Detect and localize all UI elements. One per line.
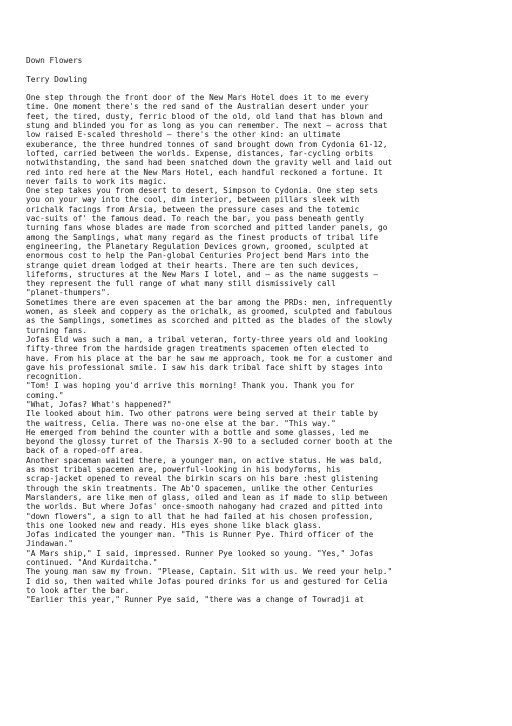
paragraph-5: "Tom! I was hoping you'd arrive this morning! Thank you. Thank you for coming."	[26, 381, 355, 400]
paragraph-2: One step takes you from desert to desert, Simpson to Cydonia. One step sets you on your way into the cool, dim interior, between pillars sleek with orichalk facings from Arsia, between the pressure cases and the totemic vac-suits of' the famous dead. To reach the bar, you pass beneath gently turning fans whose blades are made from scorched and pitted lander panels, go among the Samplings, what many regard as the finest products of tribal life engineering, the Planetary Regulation Devices grown, groomed, sculpted at enormous cost to help the Pan-global Centuries Project bend Mars into the strange quiet dream lodged at their hearts. There are ten such devices, lifeforms, structures at the New Mars I lotel, and — as the name suggests — they represent the full range of what many still dismissively call "planet-thumpers".	[26, 186, 388, 298]
paragraph-12: The young man saw my frown. "Please, Captain. Sit with us. We reed your help." I did so, then waited while Jofas poured drinks for us and gestured for Celia to look after the bar.	[26, 567, 393, 595]
document-title: Down Flowers	[26, 56, 83, 65]
paragraph-4: Jofas Eld was such a man, a tribal veteran, forty-three years old and looking fifty-three from the hardside gragen treatments spacemen often elected to have. From his place at the bar he saw me approach, took me for a customer and gave his professional smile. I saw his dark tribal face shift by stages into recognition.	[26, 334, 393, 382]
paragraph-13: "Earlier this year," Runner Pye said, "there was a change of Towradji at	[26, 595, 364, 605]
paragraph-10: Jofas indicated the younger man. "This is Runner Pye. Third officer of the Jindawan."	[26, 530, 374, 549]
paragraph-3: Sometimes there are even spacemen at the bar among the PRDs: men, infrequently women, as sleek and coppery as the orichalk, as groomed, sculpted and fabulous as the Samplings, sometimes as scorched and pitted as the blades of the slowly turning fans.	[26, 297, 393, 335]
paragraph-7: Ile looked about him. Two other patrons were being served at their table by the waitress, Celia. There was no-one else at the bar. "This way."	[26, 409, 379, 428]
paragraph-8: He emerged from behind the counter with a bottle and some glasses, led me beyond the glossy turret of the Tharsis X-90 to a secluded corner booth at the back of a roped-off area.	[26, 427, 393, 456]
paragraph-1: One step through the front door of the New Mars Hotel does it to me every time. One moment there's the red sand of the Australian desert under your feet, the tired, dusty, ferric blood of the old, old land that has blown and stung and blinded you for as long as you can remember. The next — across that low raised E-scaled threshold — there's the other kind: an ultimate exuberance, the three hundred tonnes of sand brought down from Cydonia 61-12, lofted, carried between the worlds. Expense, distances, far-cycling orbits notwithstanding, the sand had been snatched down the gravity well and laid out red into red here at the New Mars Hotel, each handful reckoned a fortune. It never fails to work its magic.	[26, 93, 393, 186]
paragraph-6: "What, Jofas? What's happened?"	[26, 399, 172, 409]
document-page	[26, 56, 496, 605]
document-author: Terry Dowling	[26, 74, 88, 84]
paragraph-11: "A Mars ship," I said, impressed. Runner Pye looked so young. "Yes," Jofas continued. "And Kurdaitcha."	[26, 548, 374, 568]
paragraph-9: Another spaceman waited there, a younger man, on active status. He was bald, as most tribal spacemen are, powerful-looking in his bodyforms, his scrap-jacket opened to reveal the birkin scars on his bare :hest glistening through the skin treatments. The Ab'O spacemen, unlike the other Centuries Marslanders, are like men of glass, oiled and lean as if made to slip between the worlds. But where Jofas' once-smooth nahogany had crazed and pitted into "down flowers", a sign to all that he had failed at his chosen profession, this one looked new and ready. His eyes shone like black glass.	[26, 455, 388, 530]
